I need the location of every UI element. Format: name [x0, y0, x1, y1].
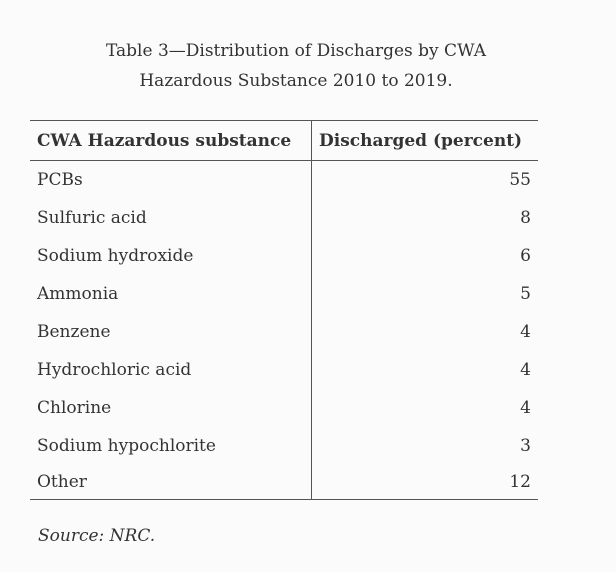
header-discharged-percent: Discharged (percent)	[312, 121, 539, 161]
percent-cell: 4	[312, 313, 539, 351]
percent-cell: 4	[312, 351, 539, 389]
table-row	[30, 389, 538, 427]
percent-cell: 4	[312, 389, 539, 427]
source-note: Source: NRC.	[38, 526, 156, 546]
header-substance: CWA Hazardous substance	[30, 121, 312, 161]
substance-cell: Sodium hypochlorite	[37, 436, 216, 456]
caption-line-2: Hazardous Substance 2010 to 2019.	[139, 71, 453, 91]
substance-cell: Benzene	[37, 322, 111, 342]
table-row	[30, 275, 538, 313]
table-caption	[30, 36, 562, 96]
percent-cell: 6	[312, 237, 539, 275]
percent-cell: 5	[312, 275, 539, 313]
percent-cell: 8	[312, 199, 539, 237]
discharge-table	[30, 120, 538, 500]
substance-cell: Sodium hydroxide	[37, 246, 194, 266]
table-row	[30, 199, 538, 237]
percent-cell: 3	[312, 427, 539, 465]
substance-cell: Chlorine	[37, 398, 112, 418]
substance-cell: Hydrochloric acid	[37, 360, 192, 380]
table-row	[30, 313, 538, 351]
substance-cell: Sulfuric acid	[37, 208, 147, 228]
table-row	[30, 351, 538, 389]
caption-line-1: Table 3—Distribution of Discharges by CWA	[106, 41, 486, 61]
table-row	[30, 427, 538, 465]
percent-cell: 55	[312, 161, 539, 200]
substance-cell: Other	[30, 465, 312, 500]
percent-cell: 12	[312, 465, 539, 500]
table-header-row	[30, 121, 538, 161]
table-row	[30, 161, 538, 200]
substance-cell: Ammonia	[37, 284, 119, 304]
table-row	[30, 237, 538, 275]
table-row	[30, 465, 538, 500]
substance-cell: PCBs	[37, 170, 83, 190]
